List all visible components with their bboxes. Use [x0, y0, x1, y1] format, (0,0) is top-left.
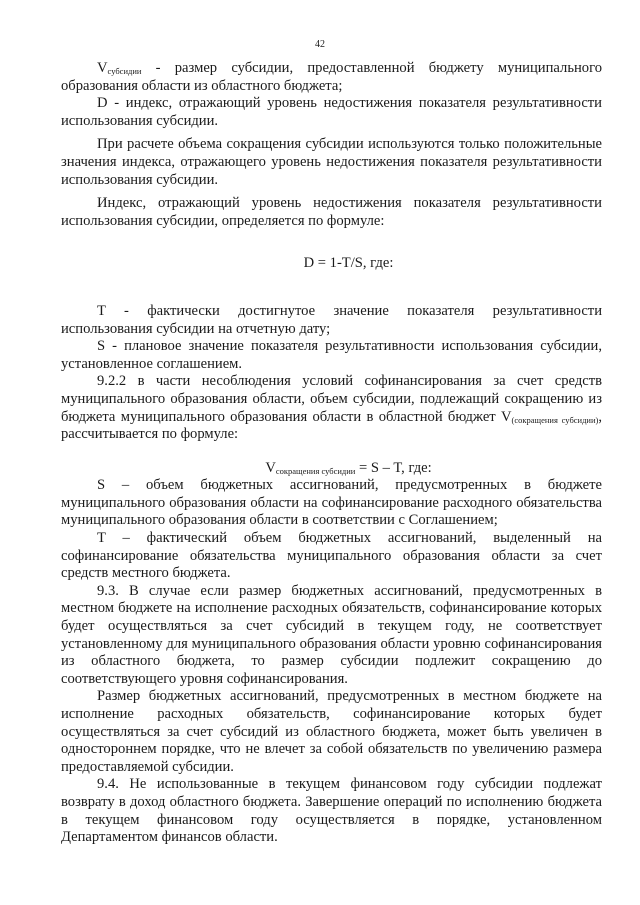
v-symbol: V: [97, 60, 108, 76]
paragraph-s-definition: S - плановое значение показателя результативности использования субсидии, установленное соглашением.: [61, 338, 602, 372]
formula-d: D = 1-T/S, где:: [303, 255, 394, 272]
v-subscript: сокращения субсидии: [275, 465, 356, 476]
formula-text: = S – T, где:: [355, 459, 432, 476]
v-subscript: субсидии: [107, 66, 142, 76]
v-symbol: V: [265, 459, 276, 476]
paragraph-budget-size: Размер бюджетных ассигнований, предусмотренных в местном бюджете на исполнение расходных обязательств, софинансирование которых будет осуществляться за счет субсидий из областного бюджета, может быть увеличен в одностороннем порядке, что не влечет за собой обязательств по увеличению размера предоставляемой субсидии.: [61, 688, 602, 775]
formula-v-reduction: [61, 460, 602, 478]
paragraph-t-volume: T – фактический объем бюджетных ассигнований, выделенный на софинансирование обязательства муниципального образования области за счет средств местного бюджета.: [61, 530, 602, 582]
paragraph-v-subsidy: [61, 60, 602, 95]
paragraph-text: - размер субсидии, предоставленной бюджету муниципального образования области из областного бюджета;: [61, 60, 602, 94]
paragraph-text: , рассчитывается по формуле:: [61, 408, 602, 443]
document-body: [61, 60, 602, 847]
paragraph-text: 9.2.2 в части несоблюдения условий софинансирования за счет средств муниципального образования области, объем субсидии, подлежащий сокращению из бюджета муниципального образования области в областной бюджет V: [61, 373, 602, 425]
paragraph-9-4: 9.4. Не использованные в текущем финансовом году субсидии подлежат возврату в доход областного бюджета. Завершение операций по исполнению бюджета в текущем финансовом году осуществляется в порядке, установленном Департаментом финансов области.: [61, 776, 602, 846]
paragraph-d-index: D - индекс, отражающий уровень недостижения показателя результативности использования субсидии.: [61, 95, 602, 129]
paragraph-9-3: 9.3. В случае если размер бюджетных ассигнований, предусмотренных в местном бюджете на исполнение расходных обязательств, софинансирование которых будет осуществляться за счет субсидий в текущем году, не соответствует установленному для муниципального образования области уровню софинансирования из областного бюджета, то размер субсидии подлежит сокращению до соответствующего уровня софинансирования.: [61, 582, 602, 687]
paragraph-s-volume: S – объем бюджетных ассигнований, предусмотренных в бюджете муниципального образования области на софинансирование расходного обязательства муниципального образования области в соответствии с Соглашением;: [61, 477, 602, 529]
paragraph-t-definition: T - фактически достигнутое значение показателя результативности использования субсидии на отчетную дату;: [61, 302, 602, 337]
page-number: 42: [315, 39, 325, 50]
paragraph-positive-values: При расчете объема сокращения субсидии используются только положительные значения индекса, отражающего уровень недостижения показателя результативности использования субсидии.: [61, 136, 602, 188]
v-subscript: (сокращения субсидии): [511, 414, 599, 425]
paragraph-9-2-2: [61, 373, 602, 443]
paragraph-index-formula-intro: Индекс, отражающий уровень недостижения показателя результативности использования субсидии, определяется по формуле:: [61, 195, 602, 229]
